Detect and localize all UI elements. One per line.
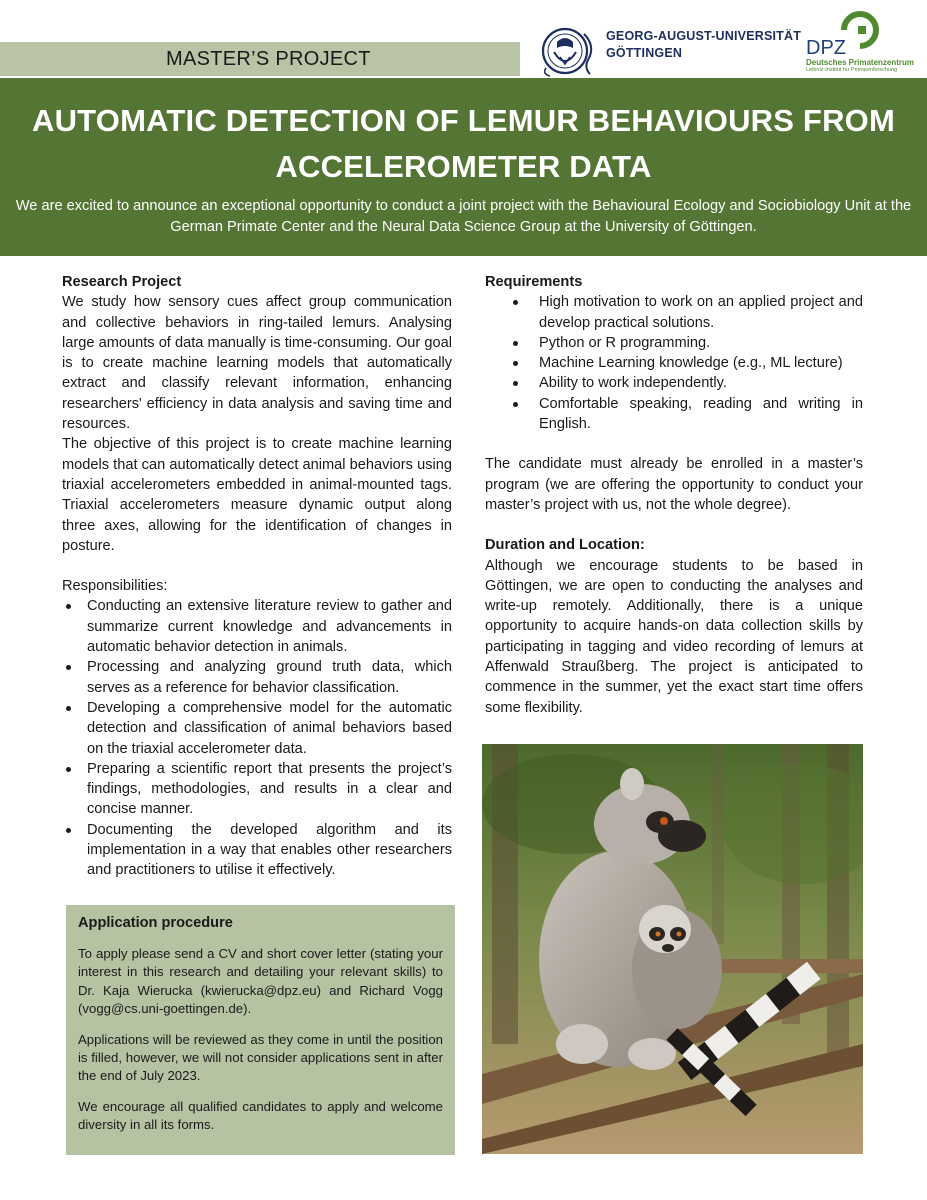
list-item: Preparing a scientific report that presents the project’s findings, methodologies, and results in a clear and concise manner. xyxy=(62,759,452,820)
dpz-wordmark xyxy=(806,38,921,74)
right-column xyxy=(485,272,863,718)
list-item: High motivation to work on an applied project and develop practical solutions. xyxy=(485,292,863,333)
page-title: AUTOMATIC DETECTION OF LEMUR BEHAVIOURS FROM ACCELEROMETER DATA xyxy=(32,103,895,184)
list-item: Comfortable speaking, reading and writing in English. xyxy=(485,394,863,435)
list-item: Python or R programming. xyxy=(485,333,863,353)
list-item: Conducting an extensive literature review to gather and summarize current knowledge and advancements in automatic behavior detection in animals. xyxy=(62,596,452,657)
requirements-heading: Requirements xyxy=(485,274,583,290)
research-paragraph-2: The objective of this project is to create machine learning models that can automatically detect animal behaviors using triaxial accelerometers embedded in animal-mounted tags. Triaxial accelerometers measure dynamic output along three axes, allowing for the identification of changes in posture. xyxy=(62,436,452,554)
duration-text: Although we encourage students to be based in Göttingen, we are open to conducting the analyses and write-up remotely. Additionally, there is a unique opportunity to acquire hands-on data collection skills by participating in tagging and video recording of lemurs at Affenwald Straußberg. The project is anticipated to commence in the summer, yet the exact start time offers some flexibility. xyxy=(485,557,863,716)
project-type-label: MASTER’S PROJECT xyxy=(0,42,520,76)
application-box xyxy=(66,905,455,1155)
research-heading: Research Project xyxy=(62,274,182,290)
dpz-subtitle: Leibniz-Institut für Primatenforschung xyxy=(806,67,898,73)
lemur-photo xyxy=(482,744,863,1154)
responsibilities-list xyxy=(62,596,452,880)
list-item: Machine Learning knowledge (e.g., ML lecture) xyxy=(485,353,863,373)
enrollment-note: The candidate must already be enrolled in a master’s program (we are offering the opportunity to conduct your master’s project with us, not the whole degree). xyxy=(485,456,863,513)
university-seal-icon xyxy=(540,24,602,78)
research-paragraph-1: We study how sensory cues affect group communication and collective behaviors in ring-tailed lemurs. Analysing large amounts of data manually is time-consuming. Our goal is to create machine learning models that automatically extract and classify relevant information, enhancing researchers' efficiency in data analysis and saving time and resources. xyxy=(62,294,452,433)
list-item: Developing a comprehensive model for the automatic detection and classification of animal behaviors based on the triaxial accelerometer data. xyxy=(62,698,452,759)
application-heading: Application procedure xyxy=(78,915,233,931)
university-name xyxy=(606,28,801,62)
university-name-line-1: GEORG-AUGUST-UNIVERSITÄT xyxy=(606,29,802,43)
list-item: Processing and analyzing ground truth data, which serves as a reference for behavior classification. xyxy=(62,657,452,698)
application-paragraph-1: To apply please send a CV and short cover letter (stating your interest in this research and detailing your relevant skills) to Dr. Kaja Wierucka (kwierucka@dpz.eu) and Richard Vogg (vogg@cs.uni-goettingen.de). xyxy=(78,946,443,1017)
left-column xyxy=(62,272,452,881)
application-paragraph-2: Applications will be reviewed as they come in until the position is filled, however, we will not consider applications sent in after the end of July 2023. xyxy=(78,1031,443,1084)
intro-text: We are excited to announce an exceptional opportunity to conduct a joint project with the Behavioural Ecology and Sociobiology Unit at the German Primate Center and the Neural Data Science Group at the University of Göttingen. xyxy=(15,198,912,235)
dpz-abbr: DPZ xyxy=(806,37,846,59)
university-name-line-2: GÖTTINGEN xyxy=(606,46,683,60)
requirements-list xyxy=(485,292,863,434)
title-banner xyxy=(0,78,927,256)
dpz-name: Deutsches Primatenzentrum xyxy=(806,58,915,67)
application-paragraph-3: We encourage all qualified candidates to apply and welcome diversity in all its forms. xyxy=(78,1098,443,1133)
duration-heading: Duration and Location: xyxy=(485,537,645,554)
list-item: Ability to work independently. xyxy=(485,373,863,393)
responsibilities-heading: Responsibilities: xyxy=(62,578,168,595)
list-item: Documenting the developed algorithm and its implementation in a way that enables other researchers and practitioners to utilise it effectively. xyxy=(62,820,452,881)
